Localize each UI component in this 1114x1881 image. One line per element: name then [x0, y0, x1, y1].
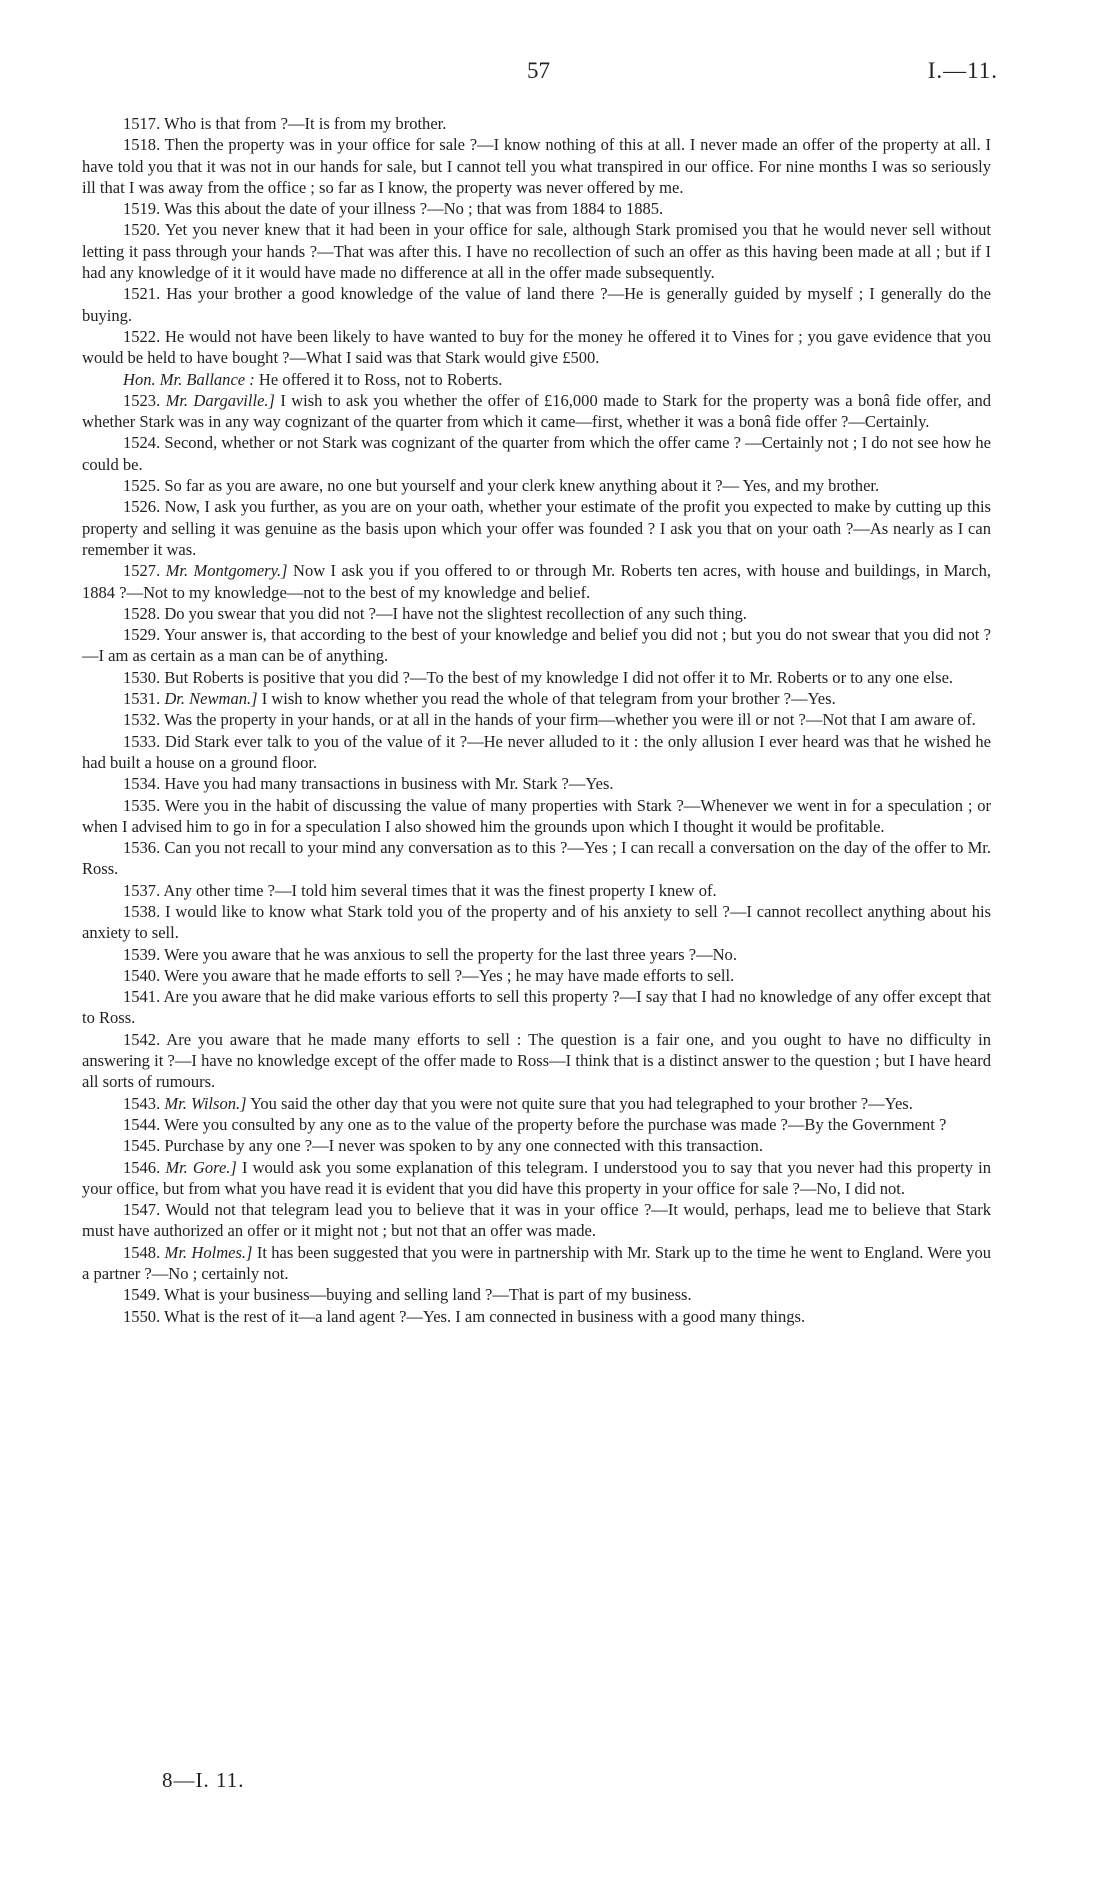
paragraph-text: 1519. Was this about the date of your illness ?—No ; that was from 1884 to 1885. [123, 199, 664, 219]
testimony-paragraph [82, 795, 991, 838]
speaker-label: Hon. Mr. Ballance : [123, 369, 255, 389]
question-number: 1548. [123, 1242, 165, 1262]
paragraph-text: 1528. Do you swear that you did not ?—I have not the slightest recollection of any such thing. [123, 603, 747, 623]
document-body [82, 113, 991, 1327]
testimony-paragraph [82, 837, 991, 880]
paragraph-text: 1518. Then the property was in your office for sale ?—I know nothing of this at all. I never made an offer of the property at all. I have told you that it was not in our hands for sale, but I cannot tell you what transpired in our office. For nine months I was so seriously ill that I was away from the office ; so far as I know, the property was never offered by me. [82, 135, 991, 197]
paragraph-text: 1545. Purchase by any one ?—I never was spoken to by any one connected with this transaction. [123, 1136, 763, 1156]
page-header [0, 58, 1114, 88]
testimony-paragraph [82, 198, 991, 219]
question-number: 1527. [123, 561, 166, 581]
testimony-paragraph [82, 475, 991, 496]
speaker-label: Mr. Holmes.] [164, 1242, 253, 1262]
paragraph-text: I wish to know whether you read the whole of that telegram from your brother ?—Yes. [257, 689, 836, 709]
paragraph-text: 1525. So far as you are aware, no one but yourself and your clerk knew anything about it ?— Yes, and my brother. [123, 476, 880, 496]
paragraph-text: 1532. Was the property in your hands, or at all in the hands of your firm—whether you were ill or not ?—Not that I am aware of. [123, 710, 976, 730]
paragraph-text: 1550. What is the rest of it—a land agent ?—Yes. I am connected in business with a good many things. [123, 1306, 806, 1326]
testimony-paragraph [82, 773, 991, 794]
paragraph-text: 1520. Yet you never knew that it had been in your office for sale, although Stark promised you that he would never sell without letting it pass through your hands ?—That was after this. I have no recollection of such an offer as this having been made at all ; but if I had any knowledge of it it would have made no difference at all in the offer made subsequently. [82, 220, 991, 283]
speaker-label: Mr. Wilson.] [164, 1093, 247, 1113]
testimony-paragraph [82, 1284, 991, 1305]
testimony-paragraph [82, 944, 991, 965]
paragraph-text: You said the other day that you were not quite sure that you had telegraphed to your brother ?—Yes. [246, 1093, 913, 1113]
testimony-paragraph [82, 560, 991, 603]
testimony-paragraph [82, 624, 991, 667]
speaker-label: Mr. Dargaville.] [165, 390, 275, 410]
paragraph-text: 1541. Are you aware that he did make various efforts to sell this property ?—I say that I had no knowledge of any offer except that to Ross. [82, 987, 991, 1028]
speaker-label: Mr. Gore.] [165, 1157, 237, 1177]
testimony-paragraph [82, 1306, 991, 1327]
testimony-paragraph [82, 880, 991, 901]
paragraph-text: It has been suggested that you were in partnership with Mr. Stark up to the time he went to England. Were you a partner ?—No ; certainly not. [82, 1242, 991, 1284]
paragraph-text: 1533. Did Stark ever talk to you of the value of it ?—He never alluded to it : the only allusion I ever heard was that he wished he had built a house on a ground floor. [82, 731, 991, 772]
question-number: 1546. [123, 1157, 166, 1177]
paragraph-text: 1549. What is your business—buying and selling land ?—That is part of my business. [123, 1285, 692, 1305]
testimony-paragraph [82, 688, 991, 709]
paragraph-text: 1530. But Roberts is positive that you did ?—To the best of my knowledge I did not offer it to Mr. Roberts or to any one else. [123, 667, 954, 687]
testimony-paragraph [82, 667, 991, 688]
paragraph-text: He offered it to Ross, not to Roberts. [254, 369, 503, 389]
testimony-paragraph [82, 219, 991, 283]
paragraph-text: I would ask you some explanation of this telegram. I understood you to say that you never had this property in your office, but from what you have read it is evident that you did have this property in your office for sale ?—No, I did not. [82, 1157, 992, 1198]
paragraph-text: 1542. Are you aware that he made many efforts to sell : The question is a fair one, and you ought to have no difficulty in answering it ?—I have no knowledge except of the offer made to Ross—I think that is a distinct answer to the question ; but I have heard all sorts of rumours. [82, 1029, 991, 1092]
paragraph-text: 1536. Can you not recall to your mind any conversation as to this ?—Yes ; I can recall a conversation on the day of the offer to Mr. Ross. [82, 838, 991, 879]
paragraph-text: 1538. I would like to know what Stark told you of the property and of his anxiety to sell ?—I cannot recollect anything about his anxiety to sell. [82, 901, 991, 943]
testimony-paragraph [82, 965, 991, 986]
paragraph-text: 1535. Were you in the habit of discussing the value of many properties with Stark ?—Whenever we went in for a speculation ; or when I advised him to go in for a speculation I also showed him the grounds upon which I thought it would be profitable. [82, 795, 991, 836]
testimony-paragraph [82, 901, 991, 944]
testimony-paragraph [82, 390, 991, 433]
testimony-paragraph [82, 496, 991, 560]
testimony-paragraph [82, 1199, 991, 1242]
paragraph-text: 1547. Would not that telegram lead you to believe that it was in your office ?—It would, perhaps, lead me to believe that Stark must have authorized an offer or it might not ; but not that an offer was made. [82, 1200, 991, 1241]
speaker-label: Dr. Newman.] [164, 689, 258, 709]
paragraph-text: 1522. He would not have been likely to have wanted to buy for the money he offered it to Vines for ; you gave evidence that you would be held to have bought ?—What I said was that Stark would give £500. [82, 326, 991, 368]
paragraph-text: 1540. Were you aware that he made efforts to sell ?—Yes ; he may have made efforts to sell. [123, 965, 735, 985]
speaker-label: Mr. Montgomery.] [165, 561, 288, 581]
testimony-paragraph [82, 1093, 991, 1114]
paragraph-text: 1521. Has your brother a good knowledge of the value of land there ?—He is generally guided by myself ; I generally do the buying. [82, 284, 991, 325]
testimony-paragraph [82, 731, 991, 774]
testimony-paragraph [82, 709, 991, 730]
testimony-paragraph [82, 283, 991, 326]
paragraph-text: 1524. Second, whether or not Stark was cognizant of the quarter from which the offer came ? —Certainly not ; I do not see how he could be. [82, 433, 991, 474]
question-number: 1543. [123, 1093, 165, 1113]
paragraph-text: Now I ask you if you offered to or through Mr. Roberts ten acres, with house and buildings, in March, 1884 ?—Not to my knowledge—not to the best of my knowledge and belief. [82, 561, 992, 602]
question-number: 1531. [123, 689, 165, 709]
testimony-paragraph [82, 134, 991, 198]
testimony-paragraph [82, 1114, 991, 1135]
testimony-paragraph [82, 369, 991, 390]
testimony-paragraph [82, 432, 991, 475]
testimony-paragraph [82, 1029, 991, 1093]
testimony-paragraph [82, 1157, 991, 1200]
testimony-paragraph [82, 326, 991, 369]
paragraph-text: 1529. Your answer is, that according to the best of your knowledge and belief you did not ; but you do not swear that you did not ?—I am as certain as a man can be of anything. [82, 625, 991, 666]
testimony-paragraph [82, 603, 991, 624]
paragraph-text: I wish to ask you whether the offer of £16,000 made to Stark for the property was a bonâ fide offer, and whether Stark was in any way cognizant of the quarter from which it came—first, whether it was a bonâ fide offer ?—Certainly. [82, 390, 992, 432]
document-reference: I.—11. [927, 58, 998, 83]
question-number: 1523. [123, 390, 166, 410]
paragraph-text: 1544. Were you consulted by any one as to the value of the property before the purchase was made ?—By the Government ? [123, 1114, 947, 1134]
testimony-paragraph [82, 1135, 991, 1156]
paragraph-text: 1534. Have you had many transactions in business with Mr. Stark ?—Yes. [123, 774, 614, 794]
testimony-paragraph [82, 986, 991, 1029]
paragraph-text: 1539. Were you aware that he was anxious to sell the property for the last three years ?—No. [123, 944, 737, 964]
paragraph-text: 1537. Any other time ?—I told him several times that it was the finest property I knew of. [123, 880, 717, 900]
paragraph-text: 1517. Who is that from ?—It is from my brother. [123, 114, 447, 133]
page-number: 57 [527, 58, 550, 83]
testimony-paragraph [82, 1242, 991, 1285]
paragraph-text: 1526. Now, I ask you further, as you are on your oath, whether your estimate of the profit you expected to make by cutting up this property and selling it was genuine as the basis upon which your offer was founded ? I ask you that on your oath ?—As nearly as I can remember it was. [82, 497, 991, 559]
signature-mark: 8—I. 11. [162, 1768, 245, 1792]
testimony-paragraph [82, 113, 991, 134]
